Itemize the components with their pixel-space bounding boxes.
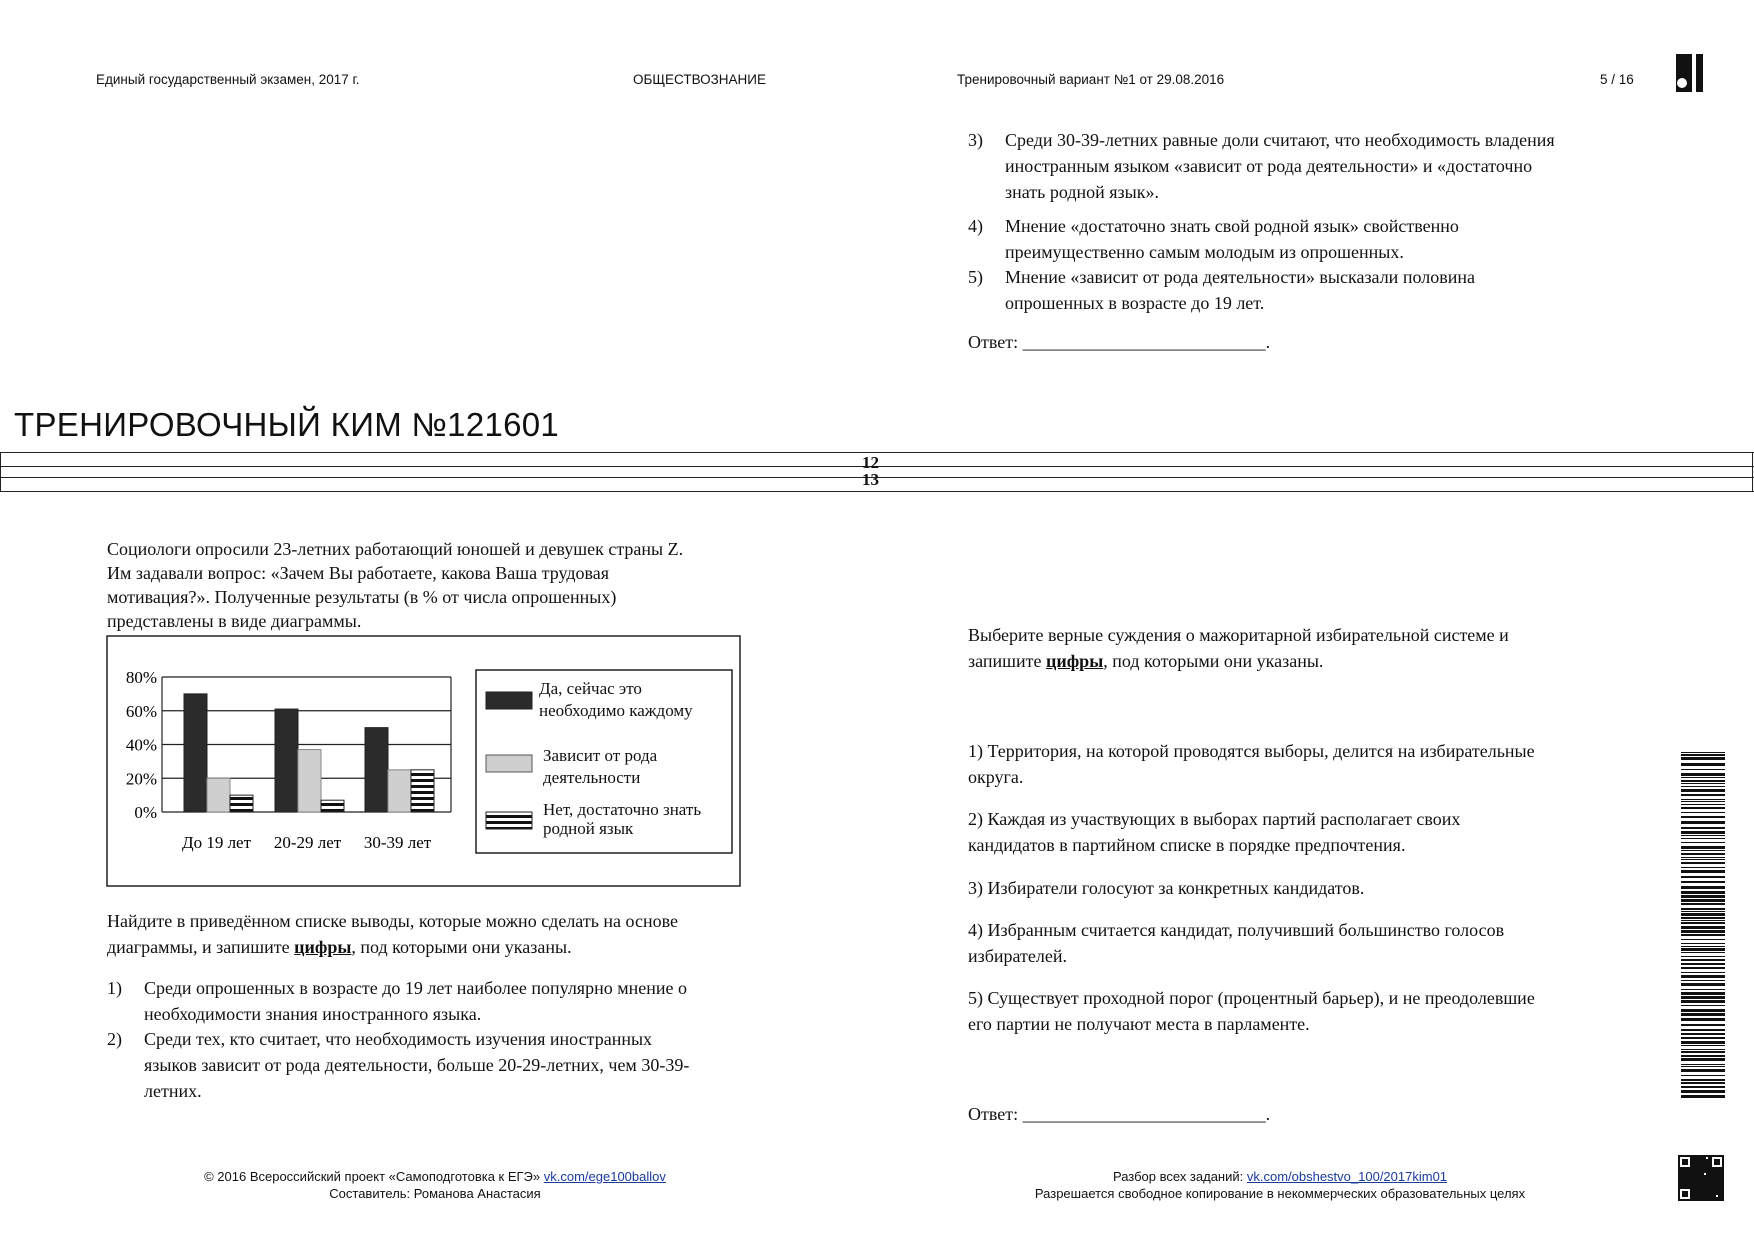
option-number: 3) xyxy=(968,130,983,150)
task-number-12: 12 xyxy=(862,453,879,472)
instruction-text: , под которыми они указаны. xyxy=(351,937,572,957)
task12-intro-line: мотивация?». Полученные результаты (в % от числа опрошенных) xyxy=(107,587,617,607)
x-category-label: До 19 лет xyxy=(181,833,252,852)
option-line: 4) Избранным считается кандидат, получивший большинство голосов xyxy=(968,920,1505,940)
option-line: знать родной язык». xyxy=(1005,182,1159,202)
y-tick-label: 40% xyxy=(125,735,157,755)
task12-intro-line: Им задавали вопрос: «Зачем Вы работаете, какова Ваша трудовая xyxy=(107,563,610,583)
option-text xyxy=(1005,127,1555,205)
footer-link-analysis[interactable]: vk.com/obshestvo_100/2017kim01 xyxy=(1246,1169,1448,1184)
footer-author: Составитель: Романова Анастасия xyxy=(329,1186,541,1201)
task-number-13: 13 xyxy=(862,470,879,489)
bar-3-1 xyxy=(230,795,253,812)
answer-line-top xyxy=(968,330,1270,354)
footer-right-line1 xyxy=(990,1168,1570,1185)
task13-option-1 xyxy=(968,738,1535,790)
task13-instruction xyxy=(968,622,1509,674)
option-line: необходимости знания иностранного языка. xyxy=(144,1004,482,1024)
bar-1-1 xyxy=(184,694,207,812)
header-variant: Тренировочный вариант №1 от 29.08.2016 xyxy=(957,72,1225,87)
footer-link-vk-project[interactable]: vk.com/ege100ballov xyxy=(543,1169,666,1184)
legend-line: деятельности xyxy=(543,768,641,787)
legend-label-series-1 xyxy=(539,678,693,722)
option-line: преимущественно самым молодым из опрошенных. xyxy=(1005,242,1404,262)
bar-3-3 xyxy=(411,770,434,812)
option-number: 4) xyxy=(968,216,983,236)
option-line: 1) Территория, на которой проводятся выборы, делится на избирательные xyxy=(968,741,1535,761)
legend-swatch-series-1 xyxy=(486,692,532,709)
kim-title: ТРЕНИРОВОЧНЫЙ КИМ №121601 xyxy=(14,406,560,443)
y-tick-label: 60% xyxy=(125,701,157,721)
task12-intro-line: Социологи опросили 23-летних работающий юношей и девушек страны Z. xyxy=(107,539,684,559)
footer-right xyxy=(990,1168,1570,1202)
bar-2-1 xyxy=(207,778,230,812)
option-line: кандидатов в партийном списке в порядке предпочтения. xyxy=(968,835,1406,855)
option-line: Среди тех, кто считает, что необходимость изучения иностранных xyxy=(144,1029,653,1049)
option-line: избирателей. xyxy=(968,946,1068,966)
answer-blank[interactable]: ___________________________. xyxy=(1022,1104,1271,1124)
answer-line-task13 xyxy=(968,1102,1270,1126)
option-number: 5) xyxy=(968,267,983,287)
option-line: языков зависит от рода деятельности, больше 20-29-летних, чем 30-39- xyxy=(144,1055,690,1075)
task13-option-3 xyxy=(968,875,1364,901)
x-category-label: 30-39 лет xyxy=(363,833,432,852)
bar-3-2 xyxy=(321,800,344,812)
task12-intro xyxy=(107,537,683,633)
bar-2-2 xyxy=(298,750,321,812)
option-line: Среди 30-39-летних равные доли считают, что необходимость владения xyxy=(1005,130,1555,150)
option-text xyxy=(1005,213,1459,265)
option-number: 1) xyxy=(107,978,122,998)
separator-line xyxy=(0,491,1754,492)
task12-instruction xyxy=(107,908,678,960)
footer-left xyxy=(150,1168,720,1202)
option-line: 2) Каждая из участвующих в выборах партий располагает своих xyxy=(968,809,1461,829)
header-subject: ОБЩЕСТВОЗНАНИЕ xyxy=(633,72,766,87)
option-text xyxy=(1005,264,1475,316)
option-line: Мнение «достаточно знать свой родной язык» свойственно xyxy=(1005,216,1459,236)
option-line: округа. xyxy=(968,767,1024,787)
bar-2-3 xyxy=(388,770,411,812)
task13-option-2 xyxy=(968,806,1460,858)
bar-1-2 xyxy=(275,709,298,812)
option-line: Мнение «зависит от рода деятельности» высказали половина xyxy=(1005,267,1475,287)
separator-edge xyxy=(0,452,1,492)
answer-blank[interactable]: ___________________________. xyxy=(1022,332,1271,352)
instruction-text: запишите xyxy=(968,651,1046,671)
separator-edge xyxy=(1752,452,1753,492)
qr-code-icon xyxy=(1678,1155,1724,1201)
y-tick-label: 80% xyxy=(125,668,157,687)
x-category-label: 20-29 лет xyxy=(273,833,342,852)
footer-text: Разбор всех заданий: xyxy=(1112,1169,1247,1184)
answer-label: Ответ: xyxy=(968,1104,1019,1124)
instruction-bold: цифры xyxy=(1045,651,1104,671)
option-line: 3) Избиратели голосуют за конкретных кандидатов. xyxy=(968,878,1365,898)
header-page-number: 5 / 16 xyxy=(1600,72,1634,87)
corner-marker-icon xyxy=(1672,52,1708,94)
legend-swatch-series-2 xyxy=(486,755,532,772)
task13-option-4 xyxy=(968,917,1504,969)
footer-left-line1 xyxy=(150,1168,720,1185)
option-line: Среди опрошенных в возрасте до 19 лет наиболее популярно мнение о xyxy=(144,978,687,998)
header-exam-title: Единый государственный экзамен, 2017 г. xyxy=(96,72,360,87)
legend-line: Нет, достаточно знать xyxy=(543,800,702,819)
option-text xyxy=(144,1026,689,1104)
task12-instruction-line xyxy=(107,934,678,960)
option-line: опрошенных в возрасте до 19 лет. xyxy=(1005,293,1265,313)
option-text xyxy=(144,975,687,1027)
option-number: 2) xyxy=(107,1029,122,1049)
instruction-text: , под которыми они указаны. xyxy=(1103,651,1324,671)
instruction-bold: цифры xyxy=(294,937,352,957)
instruction-text: диаграммы, и запишите xyxy=(107,937,295,957)
option-line: его партии не получают места в парламенте. xyxy=(968,1014,1310,1034)
option-line: иностранным языком «зависит от рода деятельности» и «достаточно xyxy=(1005,156,1533,176)
y-tick-label: 0% xyxy=(134,803,157,822)
y-tick-label: 20% xyxy=(125,769,157,789)
barcode-icon xyxy=(1681,752,1725,1102)
task12-intro-line: представлены в виде диаграммы. xyxy=(107,611,362,631)
legend-line: Зависит от рода xyxy=(543,746,658,765)
task12-instruction-line: Найдите в приведённом списке выводы, которые можно сделать на основе xyxy=(107,911,678,931)
task13-instruction-line: Выберите верные суждения о мажоритарной избирательной системе и xyxy=(968,625,1509,645)
legend-label-series-3 xyxy=(543,800,701,838)
legend-line: необходимо каждому xyxy=(539,701,693,720)
bar-1-3 xyxy=(365,728,388,812)
footer-text: © 2016 Всероссийский проект «Самоподготовка к ЕГЭ» xyxy=(204,1169,544,1184)
task13-option-5 xyxy=(968,985,1535,1037)
legend-label-series-2 xyxy=(543,745,657,789)
legend-swatch-series-3 xyxy=(486,812,532,829)
legend-line: родной язык xyxy=(543,819,634,838)
option-line: летних. xyxy=(144,1081,202,1101)
option-line: 5) Существует проходной порог (процентный барьер), и не преодолевшие xyxy=(968,988,1535,1008)
legend-line: Да, сейчас это xyxy=(539,679,642,698)
answer-label: Ответ: xyxy=(968,332,1019,352)
footer-license: Разрешается свободное копирование в некоммерческих образовательных целях xyxy=(1034,1186,1526,1201)
task13-instruction-line xyxy=(968,648,1509,674)
